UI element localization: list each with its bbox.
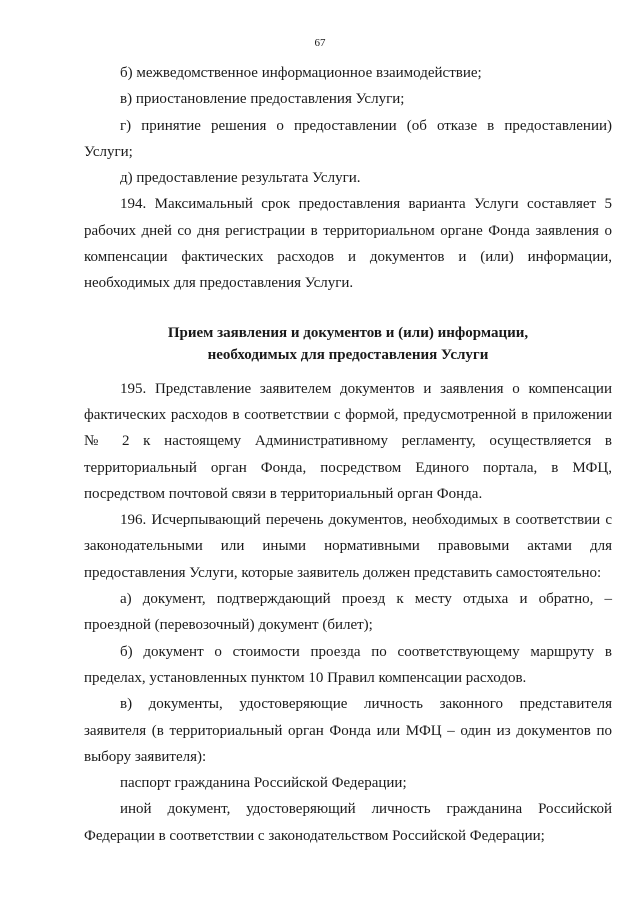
list-item-a: а) документ, подтверждающий проезд к месту отдыха и обратно, – проездной (перевозочный) документ (билет); xyxy=(84,591,612,634)
list-item-v-2: в) документы, удостоверяющие личность законного представителя заявителя (в территориальный орган Фонда или МФЦ – один из документов по выбору заявителя): xyxy=(84,696,612,765)
other-document-item: иной документ, удостоверяющий личность гражданина Российской Федерации в соответствии с законодательством Российской Федерации; xyxy=(84,801,612,844)
section-heading-line-1: Прием заявления и документов и (или) информации, xyxy=(167,324,529,341)
section-heading xyxy=(84,322,612,366)
document-body xyxy=(84,60,612,849)
page-number: 67 xyxy=(314,37,326,49)
paragraph-194: 194. Максимальный срок предоставления варианта Услуги составляет 5 рабочих дней со дня регистрации в территориальном органе Фонда заявления о компенсации фактических расходов и документов и (или) информации, необходимых для предоставления Услуги. xyxy=(84,196,612,292)
list-item-b: б) межведомственное информационное взаимодействие; xyxy=(120,65,482,81)
list-item-g: г) принятие решения о предоставлении (об отказе в предоставлении) Услуги; xyxy=(84,117,612,160)
list-item-d: д) предоставление результата Услуги. xyxy=(120,170,361,187)
list-item-b-2: б) документ о стоимости проезда по соответствующему маршруту в пределах, установленных пунктом 10 Правил компенсации расходов. xyxy=(84,643,612,686)
list-item-v: в) приостановление предоставления Услуги; xyxy=(120,91,405,108)
section-heading-line-2: необходимых для предоставления Услуги xyxy=(207,346,489,363)
passport-item: паспорт гражданина Российской Федерации; xyxy=(120,775,407,792)
paragraph-196: 196. Исчерпывающий перечень документов, необходимых в соответствии с законодательными или иными нормативными правовыми актами для предоставления Услуги, которые заявитель должен представить самостоятельно: xyxy=(84,512,612,581)
paragraph-195: 195. Представление заявителем документов и заявления о компенсации фактических расходов в соответствии с формой, предусмотренной в приложении № 2 к настоящему Административному регламенту, осуществляется в территориальный орган Фонда, посредством Единого портала, в МФЦ, посредством почтовой связи в территориальный орган Фонда. xyxy=(84,380,612,502)
